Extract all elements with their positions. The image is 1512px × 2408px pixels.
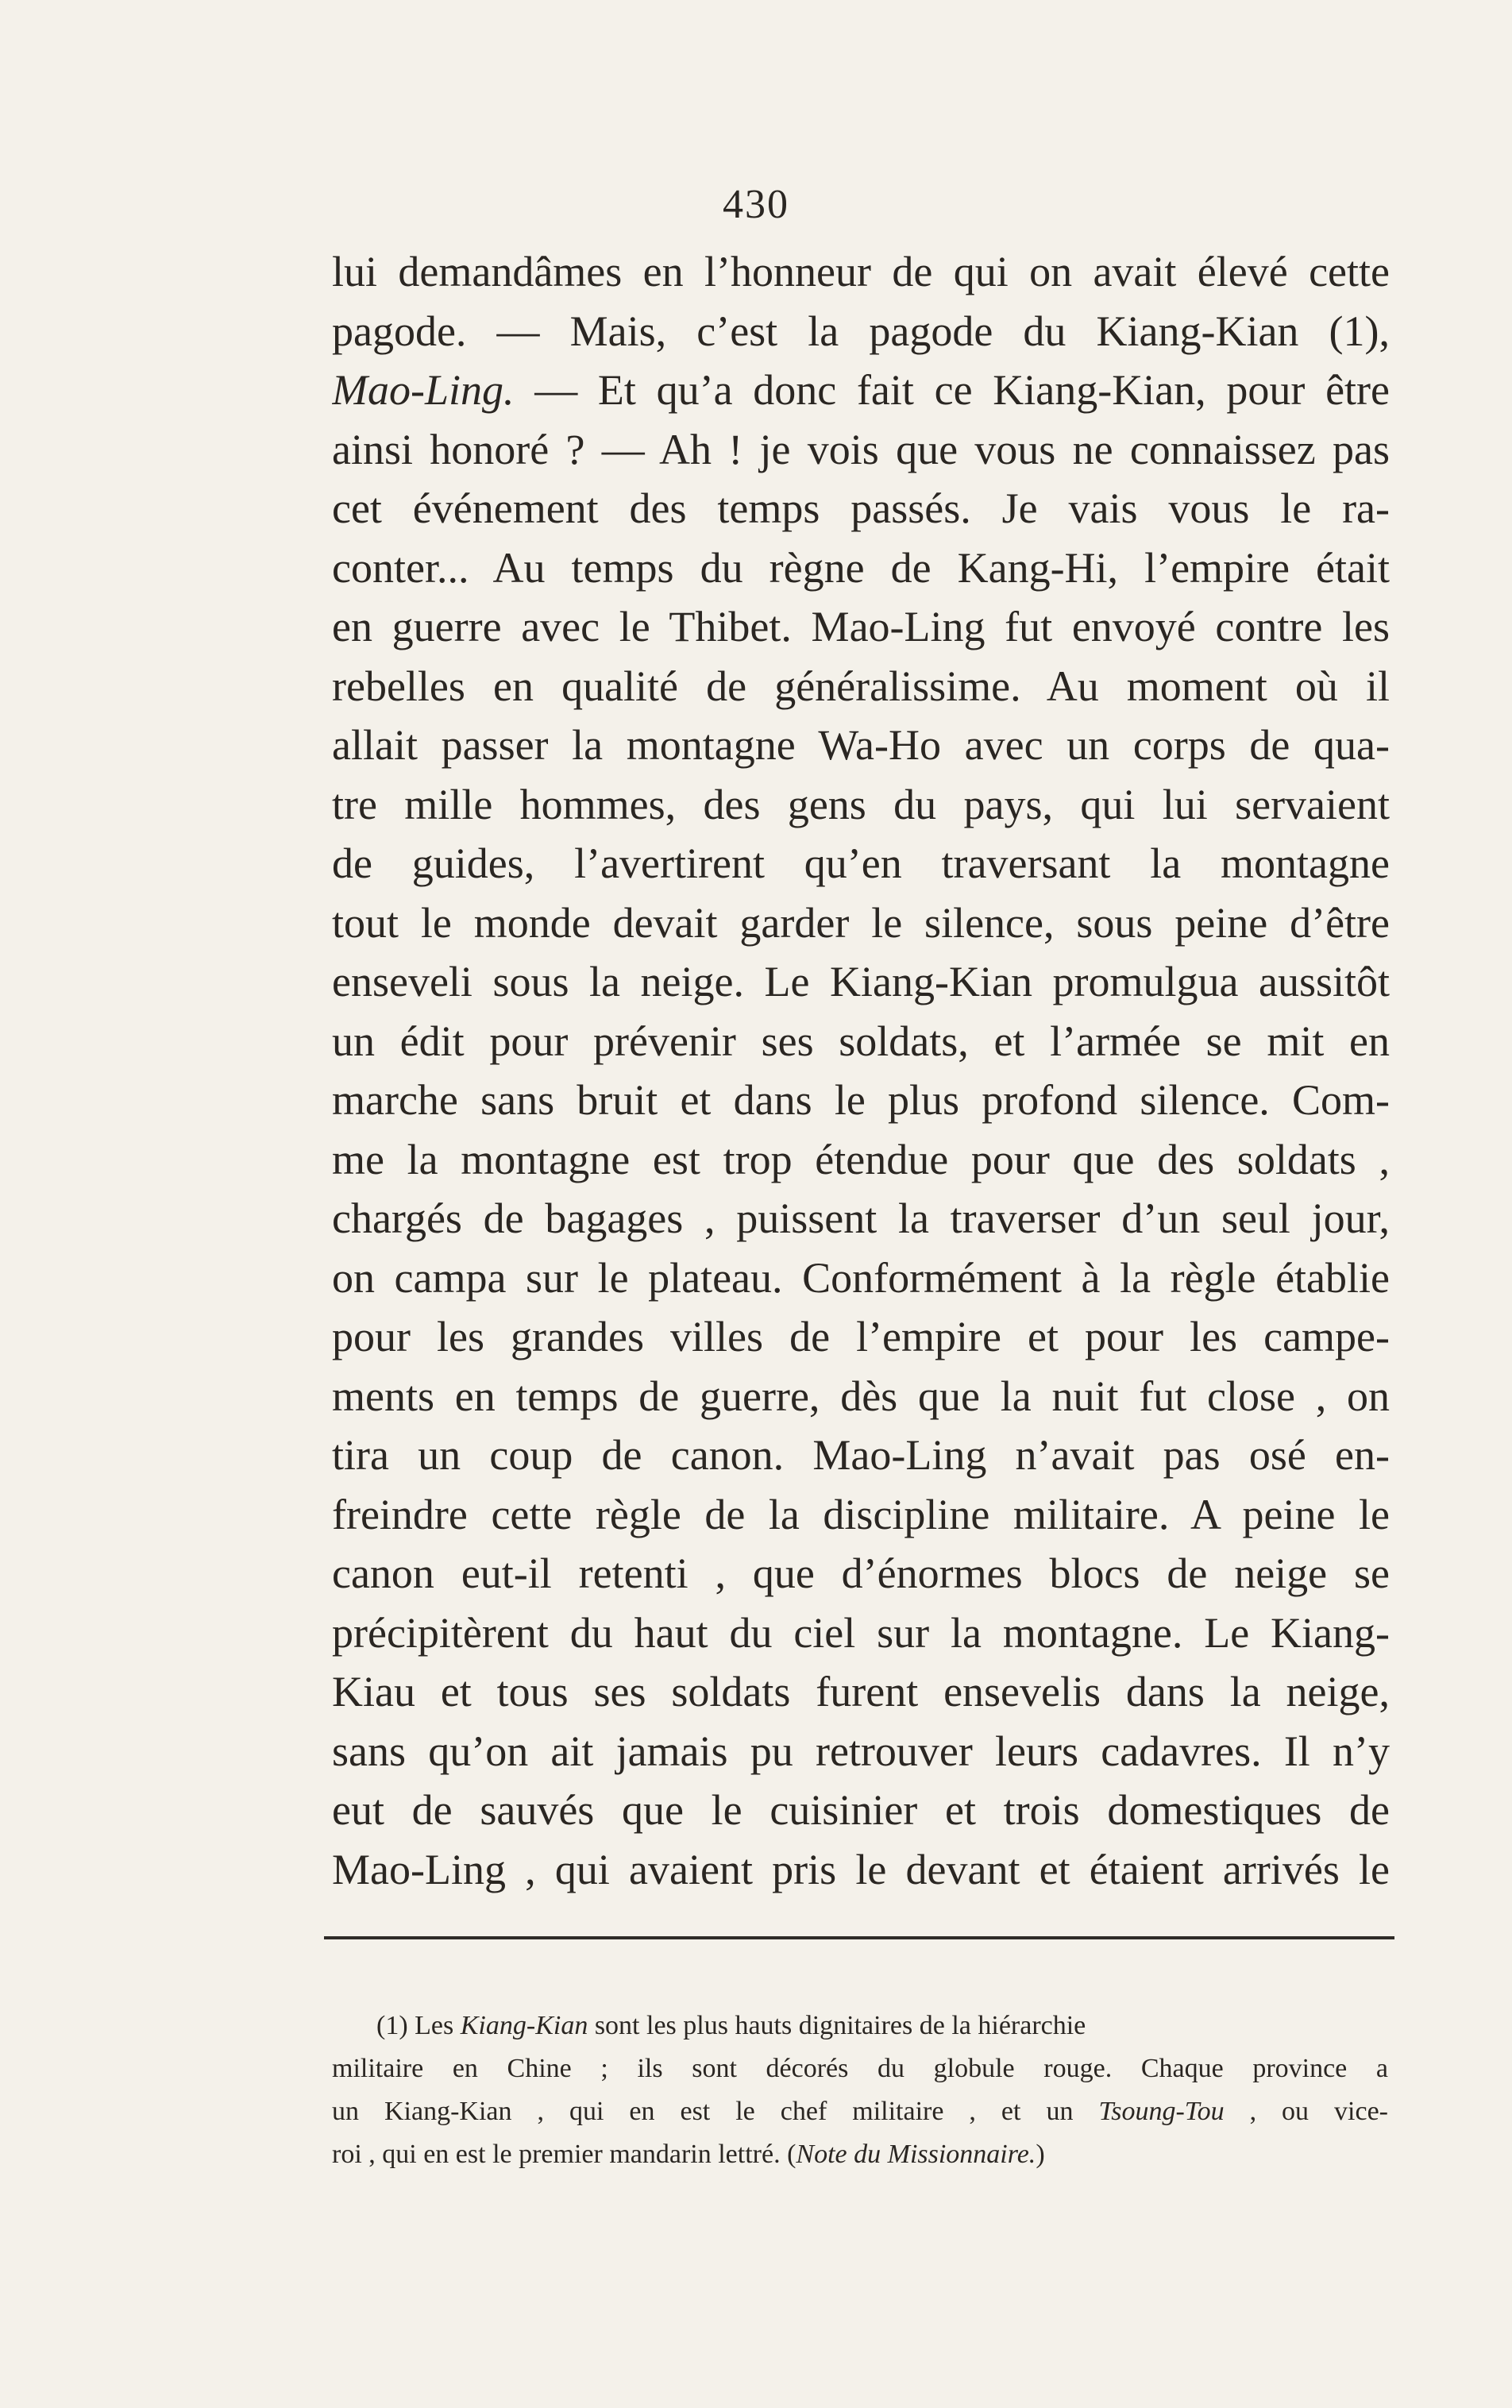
body-line: pour les grandes villes de l’empire et pour les campe-	[332, 1313, 1390, 1360]
body-line: marche sans bruit et dans le plus profond silence. Com-	[332, 1076, 1390, 1124]
body-line: de guides, l’avertirent qu’en traversant la montagne	[332, 839, 1390, 887]
body-line: canon eut-il retenti , que d’énormes blocs de neige se	[332, 1549, 1390, 1597]
body-line: tira un coup de canon. Mao-Ling n’avait pas osé en-	[332, 1431, 1390, 1479]
body-line: en guerre avec le Thibet. Mao-Ling fut envoyé contre les	[332, 603, 1390, 650]
footnote-divider	[324, 1936, 1394, 1939]
body-line: conter... Au temps du règne de Kang-Hi, l’empire était	[332, 543, 1390, 592]
body-line: freindre cette règle de la discipline militaire. A peine le	[332, 1490, 1390, 1538]
footnote-line: un Kiang-Kian , qui en est le chef militaire , et un Tsoung-Tou , ou vice-	[332, 2097, 1388, 2126]
footnote-line: roi , qui en est le premier mandarin lettré. (Note du Missionnaire.)	[332, 2140, 1045, 2169]
body-line: un édit pour prévenir ses soldats, et l’armée se mit en	[332, 1017, 1390, 1065]
body-line: allait passer la montagne Wa-Ho avec un corps de qua-	[332, 721, 1390, 769]
page-number: 430	[723, 182, 789, 227]
body-line: rebelles en qualité de généralissime. Au moment où il	[332, 662, 1390, 710]
body-line: cet événement des temps passés. Je vais vous le ra-	[332, 484, 1390, 532]
body-line: chargés de bagages , puissent la traverser d’un seul jour,	[332, 1194, 1390, 1242]
body-line: tout le monde devait garder le silence, sous peine d’être	[332, 898, 1390, 947]
body-line: pagode. — Mais, c’est la pagode du Kiang-Kian (1),	[332, 307, 1390, 355]
body-line: Kiau et tous ses soldats furent ensevelis dans la neige,	[332, 1668, 1390, 1715]
body-text	[332, 242, 1390, 1899]
body-line: sans qu’on ait jamais pu retrouver leurs cadavres. Il n’y	[332, 1727, 1390, 1775]
body-line: lui demandâmes en l’honneur de qui on avait élevé cette	[332, 248, 1390, 295]
footnote-line: (1) Les Kiang-Kian sont les plus hauts dignitaires de la hiérarchie	[376, 2011, 1086, 2040]
footnote-line: militaire en Chine ; ils sont décorés du globule rouge. Chaque province a	[332, 2054, 1388, 2083]
footnote	[332, 2005, 1388, 2176]
body-line: me la montagne est trop étendue pour que des soldats ,	[332, 1135, 1390, 1183]
body-line: Mao-Ling. — Et qu’a donc fait ce Kiang-Kian, pour être	[332, 366, 1390, 414]
body-line: ments en temps de guerre, dès que la nuit fut close , on	[332, 1372, 1390, 1420]
body-line: précipitèrent du haut du ciel sur la montagne. Le Kiang-	[332, 1608, 1390, 1657]
body-line: on campa sur le plateau. Conformément à la règle établie	[332, 1253, 1390, 1302]
body-line: tre mille hommes, des gens du pays, qui lui servaient	[332, 780, 1390, 828]
body-line: ainsi honoré ? — Ah ! je vois que vous ne connaissez pas	[332, 425, 1390, 473]
body-line: Mao-Ling , qui avaient pris le devant et étaient arrivés le	[332, 1845, 1390, 1893]
body-line: eut de sauvés que le cuisinier et trois domestiques de	[332, 1786, 1390, 1834]
body-line: enseveli sous la neige. Le Kiang-Kian promulgua aussitôt	[332, 958, 1390, 1005]
